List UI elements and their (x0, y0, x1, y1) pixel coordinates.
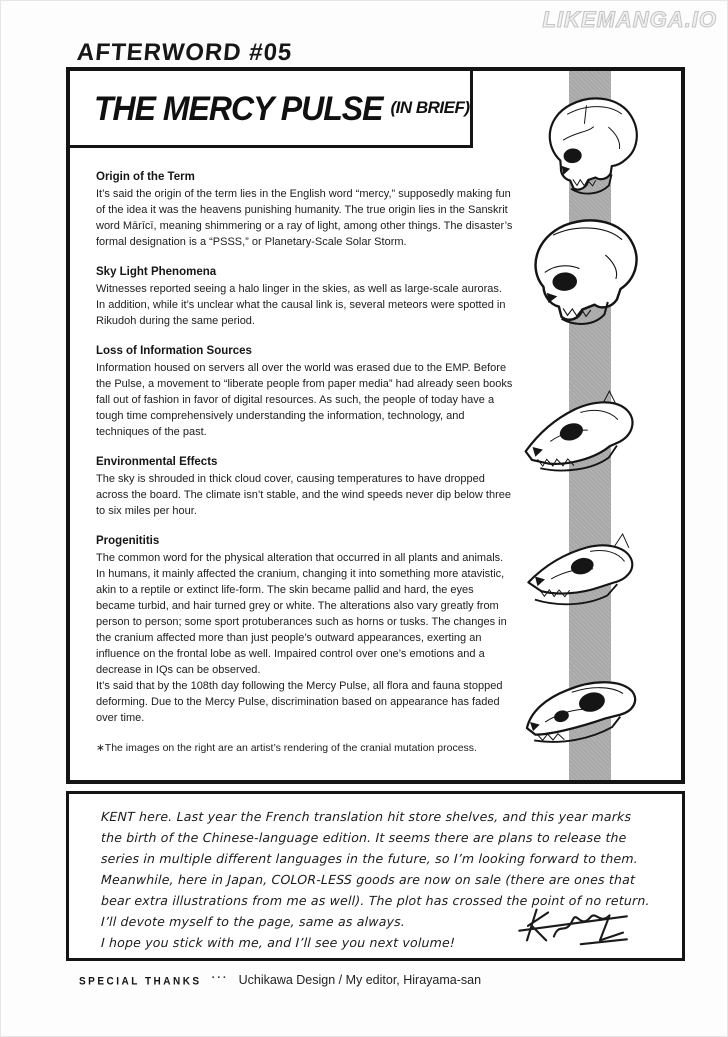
author-note-box (66, 791, 685, 961)
author-note-line: bear extra illustrations from me as well). The plot has crossed the point of no return. (100, 893, 650, 908)
artist-rendering-footnote: ∗The images on the right are an artist’s rendering of the cranial mutation process. (96, 742, 477, 754)
section-heading: Sky Light Phenomena (96, 266, 217, 278)
skull-illustration-stage-4 (521, 513, 652, 625)
panel-text-column (96, 171, 513, 765)
section-body: Information housed on servers all over the world was erased due to the EMP. Before the Pulse, a movement to “liberate people from paper media” had already seen books fall out of fashion in favor of digital resources. As such, the people of today have a tough time comprehensively understanding the information, technology, and techniques of the past. (96, 362, 513, 438)
panel-title: THE MERCY PULSE (94, 88, 383, 127)
author-note-line: I’ll devote myself to the page, same as always. (100, 914, 406, 929)
section-heading: Loss of Information Sources (96, 345, 252, 357)
section-body: The common word for the physical alteration that occurred in all plants and animals. In humans, it mainly affected the cranium, changing it into something more atavistic, akin to a reptile or extinct life-form. The skin became pallid and hard, the eyes became turbid, and hair turned grey or white. The alterations also vary greatly from person to person; some sport protuberances such as horns or tusks. The changes in the cranium affected more than just people’s outward appearances, exerting an influence on the frontal lobe as well. Impaired control over one’s emotions and a decrease in IQs can be observed. (96, 552, 507, 676)
author-note-line: Meanwhile, here in Japan, COLOR-LESS goods are now on sale (there are ones that (100, 872, 636, 887)
credits-names: Uchikawa Design / My editor, Hirayama-san (238, 973, 482, 987)
panel-title-box (70, 71, 473, 148)
section-environmental-effects (96, 456, 513, 519)
section-body: It’s said that by the 108th day following the Mercy Pulse, all flora and fauna stopped deforming. Due to the Mercy Pulse, discrimination based on appearance has faded over time. (96, 680, 503, 724)
skull-illustration-stage-5 (515, 645, 657, 754)
skull-illustration-stage-2 (513, 209, 658, 344)
author-note-line: KENT here. Last year the French translation hit store shelves, and this year marks (100, 809, 632, 824)
author-note-line: I hope you stick with me, and I’ll see you next volume! (100, 935, 456, 950)
section-heading: Environmental Effects (96, 456, 218, 468)
site-watermark: LIKEMANGA.IO (542, 7, 717, 32)
section-body: The sky is shrouded in thick cloud cover, causing temperatures to have dropped across the board. The climate isn’t stable, and the wind speeds never dip below three to six miles per hour. (96, 473, 511, 517)
section-body: It’s said the origin of the term lies in the English word “mercy,” supposedly making fun of the idea it was the heavens punishing humanity. The true origin lies in the Sanskrit word Mārīcī, meaning shimmering or a ray of light, among other things. The disaster’s formal designation is a “PSSS,” or Planetary-Scale Solar Storm. (96, 188, 513, 248)
author-note-line: series in multiple different languages in the future, so I’m looking forward to them. (100, 851, 639, 866)
section-loss-of-information-sources (96, 345, 513, 440)
skull-illustration-stage-1 (529, 82, 657, 216)
info-panel (66, 67, 685, 784)
special-thanks-label: SPECIAL THANKS (79, 975, 202, 988)
dots-separator: ··· (211, 972, 229, 984)
skull-illustration-stage-3 (513, 371, 651, 486)
section-origin-of-the-term (96, 171, 513, 250)
kent-signature (516, 900, 634, 948)
panel-title-suffix: (IN BRIEF) (390, 98, 470, 117)
section-progenititis (96, 535, 513, 726)
section-heading: Origin of the Term (96, 171, 195, 183)
section-body: Witnesses reported seeing a halo linger in the skies, as well as large-scale auroras. In addition, while it’s unclear what the causal link is, several meteors were spotted in Rikudoh during the same period. (96, 283, 506, 327)
author-note-line: the birth of the Chinese-language edition. It seems there are plans to release the (100, 830, 627, 845)
credits-row (79, 973, 481, 987)
afterword-heading: AFTERWORD #05 (75, 39, 294, 66)
section-heading: Progenititis (96, 535, 160, 547)
section-sky-light-phenomena (96, 266, 513, 329)
